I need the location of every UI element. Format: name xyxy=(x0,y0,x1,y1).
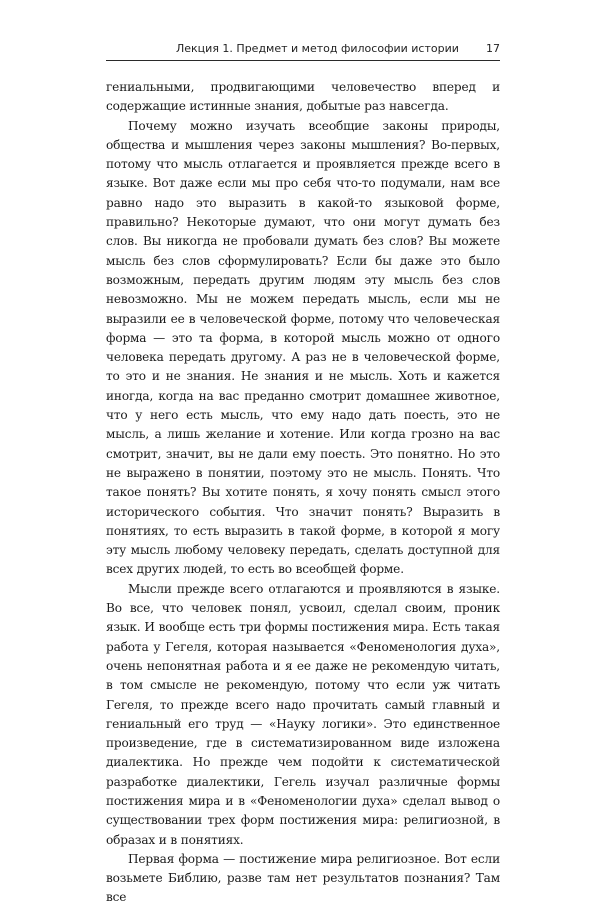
paragraph-continuation: гениальными, продвигающими человечество вперед и содержащие истинные знания, добытые раз навсегда. xyxy=(106,80,500,114)
running-header xyxy=(106,38,500,61)
page-number: 17 xyxy=(486,42,500,55)
chapter-title: Лекция 1. Предмет и метод философии истории xyxy=(176,42,459,55)
paragraph-thought-in-language: Почему можно изучать всеобщие законы природы, общества и мышления через законы мышления? Во-первых, потому что мысль отлагается и проявляется прежде всего в языке. Вот даже если мы про себя что-то подумали, нам все равно надо это выразить в какой-то языковой форме, правильно? Некоторые думают, что они могут думать без слов. Вы никогда не пробовали думать без слов? Вы можете мысль без слов сформулировать? Если бы даже это было возможным, передать другим людям эту мысль без слов невозможно. Мы не можем передать мысль, если мы не выразили ее в человеческой форме, потому что человеческая форма — это та форма, в которой мысль можно от одного человека передать другому. А раз не в человеческой форме, то это и не знания. Не знания и не мысль. Хоть и кажется иногда, когда на вас преданно смотрит домашнее животное, что у него есть мысль, что ему надо дать поесть, это не мысль, а лишь желание и хотение. Или когда грозно на вас смотрит, значит, вы не дали ему поесть. Это понятно. Но это не выражено в понятии, поэтому это не мысль. Понять. Что такое понять? Вы хотите понять, я хочу понять смысл этого исторического события. Что значит понять? Выразить в понятиях, то есть выразить в такой форме, в которой я могу эту мысль любому человеку передать, сделать доступной для всех других людей, то есть во всеобщей форме. xyxy=(106,118,500,577)
page-body xyxy=(106,78,500,908)
paragraph-three-forms: Мысли прежде всего отлагаются и проявляются в языке. Во все, что человек понял, усвоил, сделал своим, проник язык. И вообще есть три формы постижения мира. Есть такая работа у Гегеля, которая называется «Феноменология духа», очень непонятная работа и я ее даже не рекомендую читать, в том смысле не рекомендую, потому что если уж читать Гегеля, то прежде всего надо прочитать самый главный и гениальный его труд — «Науку логики». Это единственное произведение, где в систематизированном виде изложена диалектика. Но прежде чем подойти к систематической разработке диалектики, Гегель изучал различные формы постижения мира и в «Феноменологии духа» сделал вывод о существовании трех форм постижения мира: религиозной, в образах и в понятиях. xyxy=(106,581,500,847)
paragraph-religious-form: Первая форма — постижение мира религиозное. Вот если возьмете Библию, разве там нет результатов познания? Там все xyxy=(106,851,500,905)
